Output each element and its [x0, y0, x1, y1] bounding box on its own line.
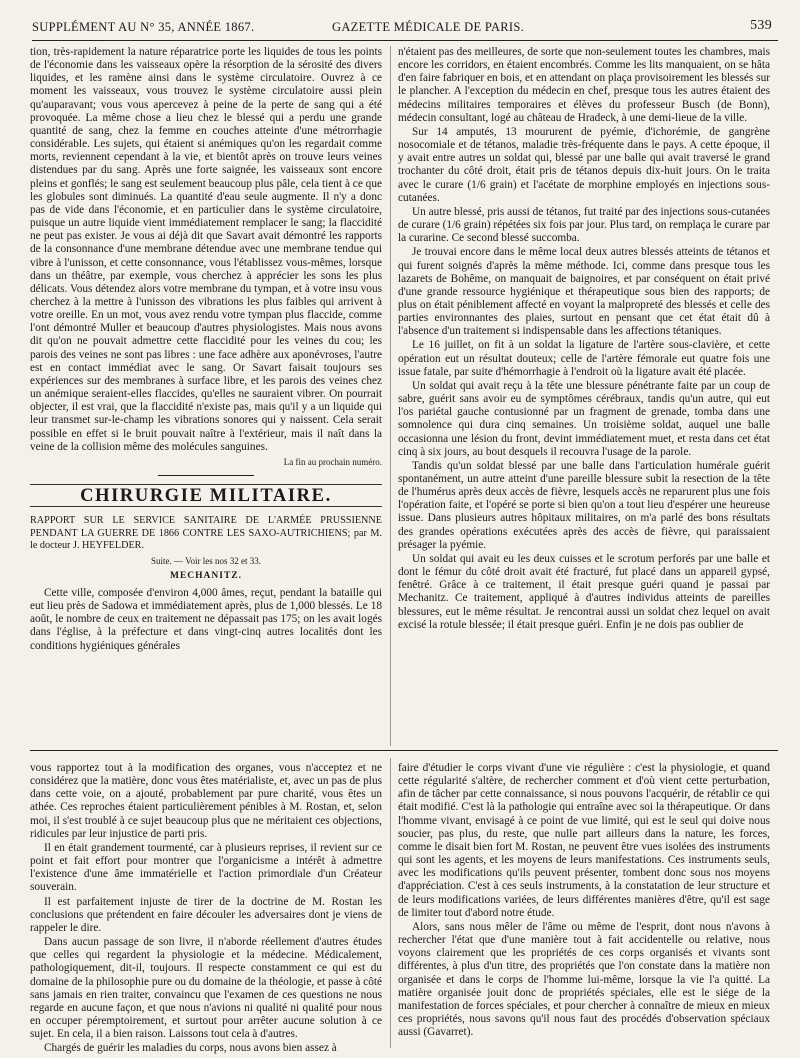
place-heading: MECHANITZ.	[169, 570, 243, 581]
left-column-top	[30, 46, 382, 653]
journal-title: GAZETTE MÉDICALE DE PARIS.	[332, 20, 525, 34]
column-rule-bottom	[390, 758, 391, 1048]
right-column-top	[398, 46, 770, 632]
article-paragraph: Tandis qu'un soldat blessé par une balle dans l'articulation humérale guérit spontanément, un autre atteint d'une pareille blessure subit la resection de la tête de l'humérus après deux accès de fièvre, lesquels accès ne reparurent plus une fois l'opération faite, et l'opéré se porte si bien qu'on a tout lieu d'espérer une heureuse issue. Dans plusieurs autres hôpitaux militaires, on m'a parlé des bons résultats des grandes opérations exécutées après des accès de fièvre, qui paraissaient présager la pyémie.	[398, 459, 770, 551]
column-rule-top	[390, 46, 391, 746]
feuilleton-paragraph: Il en était grandement tourmenté, car à plusieurs reprises, il revient sur ce point et fait effort pour montrer que l'organicisme a intérêt à admettre l'existence d'une âme immatérielle et l'action primordiale d'un Créateur souverain.	[30, 841, 382, 894]
supplement-label: SUPPLÉMENT AU N° 35, ANNÉE 1867.	[32, 20, 255, 34]
feuilleton-paragraph: faire d'étudier le corps vivant d'une vie régulière : c'est la physiologie, et quand cette régularité s'altère, de rechercher comment et d'où vient cette perturbation, afin de tâcher par cette connaissance, si nous pouvons l'acquérir, de rétablir ce qui était modifié. C'est là la pathologie qui entraîne avec soi la thérapeutique. Or dans l'homme vivant, envisagé à ce point de vue limité, qui est le seul qui doive nous soucier, pas plus, du reste, que nulle part ailleurs dans la nature, les forces, comme le disait bien fort M. Rostan, ne peuvent être vues isolées des instruments qui sont les agents, et les moyens de leurs manifestations. Ces instruments seuls, avec les modifications qu'ils peuvent présenter, tombent donc sous nos moyens d'appréciation. C'est à ces seuls instruments, à la constatation de leur structure et de leurs modifications variées, de leurs différentes manières d'être, qu'il est sage de limiter tout d'abord notre étude.	[398, 762, 770, 919]
report-heading: RAPPORT SUR LE SERVICE SANITAIRE DE L'ARMÉE PRUSSIENNE PENDANT LA GUERRE DE 1866 CONTRE LES SAXO-AUTRICHIENS; par M. le docteur J. HEYFELDER.	[30, 515, 382, 552]
article-paragraph: Cette ville, composée d'environ 4,000 âmes, reçut, pendant la bataille qui eut lieu près de Sadowa et immédiatement après, plus de 1,000 blessés. Le 18 août, le nombre de ceux en traitement ne dépassait pas 175; on les avait logés dans l'église, à la préfecture et dans vingt-cinq autres localités dont les conditions hygiéniques générales	[30, 586, 382, 652]
left-column-bottom	[30, 762, 382, 1055]
feuilleton-paragraph: Chargés de guérir les maladies du corps, nous avons bien assez à	[44, 1042, 337, 1055]
horizontal-divider	[30, 750, 778, 751]
article-paragraph: Un autre blessé, pris aussi de tétanos, fut traité par des injections sous-cutanées de curare (1/6 grain) répétées six fois par jour. Plus tard, on remplaça le curare par la curarine. Ce second blessé succomba.	[398, 205, 770, 245]
article-paragraph: n'étaient pas des meilleures, de sorte que non-seulement toutes les chambres, mais encore les corridors, en étaient encombrés. Comme les lits manquaient, on se hâta d'en faire fabriquer en bois, et en attendant on plaça provisoirement les blessés sur le plancher. A l'exception du médecin en chef, presque tous les autres étaient des médecins militaires temporaires et élèves du professeur Busch (de Bonn), médecin consultant, logé au château de Hradeck, à une demi-lieue de la ville.	[398, 46, 770, 124]
right-column-bottom	[398, 762, 770, 1039]
section-title: CHIRURGIE MILITAIRE.	[30, 484, 382, 507]
feuilleton-paragraph: Dans aucun passage de son livre, il n'aborde réellement d'autres études que celles qui regardent la physiologie et la médecine. Médicalement, pathologiquement, dit-il, toujours. Il respecte constamment ce qui est du domaine de la philosophie pure ou du domaine de la théologie, et passe à côté sans jamais en rien traiter, convaincu que l'examen de ces questions ne nous regarde en aucune façon, et que nous n'avions ni qualité ni qualité pour nous en occuper péremptoirement, et surtout pour arrêter aucune solution à ce sujet. En cela, il a bien raison. Laissons tout cela à d'autres.	[30, 936, 382, 1041]
feuilleton-paragraph: Il est parfaitement injuste de tirer de la doctrine de M. Rostan les conclusions que prétendent en faire découler les adversaires dont je viens de rappeler le dire.	[30, 895, 382, 934]
article-paragraph: tion, très-rapidement la nature réparatrice porte les liquides de tous les points de l'économie dans les vaisseaux opère la résorption de la sérosité des divers liquides, et les ramène ainsi dans le système circulatoire. Ouvrez à ce moment les vaisseaux, vous trouvez le système circulatoire aussi plein qu'auparavant; vous vous apercevez à peine de la perte de sang qui a été provoquée. La même chose a lieu chez le blessé qui a perdu une grande quantité de sang, chez la femme en couches atteinte d'une métrorrhagie considérable. Les sujets, qui étaient si anémiques qu'on les regardait comme morts, reviennent cependant à la vie, et bientôt après on trouve leurs veines distendues par du sang. Après une forte saignée, les vaisseaux sont encore pleins et gonflés; le sang est seulement beaucoup plus pâle, cela tient à ce que les globules sont diminués. La quantité d'eau seule augmente. Il n'y a donc pas de vide dans l'économie, et en particulier dans le système circulatoire, puisque un autre liquide vient immédiatement remplacer le sang; la flaccidité ne peut pas exister. Je vous ai déjà dit que Savart avait démontré les rapports de la consonnance d'une membrane détendue avec une membrane tendue qui vibre à l'unisson, et cette consonnance, vous l'établissez vous-mêmes, lorsque dans un théâtre, par exemple, vous cherchez à apprécier les sons les plus délicats. Vous détendez alors votre membrane du tympan, et à votre insu vous cherchez à la mettre à l'unisson des vibrations les plus faibles qui arrivent à votre oreille. En un mot, vous avez rendu votre tympan plus flaccide, comme l'ont démontré Muller et beaucoup d'autres physiologistes. Mais nous avons dit qu'on ne pouvait admettre cette flaccidité pour les veines du cou; les parois des veines ne sont pas libres : une face adhère aux aponévroses, l'autre est en contact immédiat avec le sang. Or Savart faisait toujours ses expériences sur des membranes à surface libre, et les parois des veines chez un anémique seraient-elles flaccides, qu'elles ne sauraient vibrer. On pourrait objecter, il est vrai, que la flaccidité n'existe pas, mais qu'il y a un liquide qui leur transmet sur-le-champ les vibrations sonores qui y naissent. Cela serait possible en effet si le bruit pouvait naître à l'extérieur, mais il naît dans la veine de la collision même des molécules sanguines.	[30, 46, 382, 453]
suite-note: Suite. — Voir les nos 32 et 33.	[151, 555, 261, 566]
page-header	[32, 14, 778, 41]
article-paragraph: Un soldat qui avait eu les deux cuisses et le scrotum perforés par une balle et dont le fémur du côté droit avait été fracturé, fut placé dans un appareil gypsé, fenêtré. Grâce à ce traitement, il était presque guéri quand je passai par Mechanitz. Ce traitement, appliqué à d'autres individus atteints de pareilles blessures, eut le même résultat. Je rencontrai aussi un soldat chez lequel on avait excisé la rotule blessée; il était presque guéri. Enfin je ne dois pas oublier de	[398, 552, 770, 631]
continuation-note: La fin au prochain numéro.	[283, 456, 382, 467]
article-paragraph: Un soldat qui avait reçu à la tête une blessure pénétrante faite par un coup de sabre, guérit sans avoir eu de symptômes cérébraux, tandis qu'un autre, qui eut l'os pariétal gauche contusionné par un fragment de grenade, tomba dans une somnolence qui dura cinq semaines. Un troisième soldat, auquel une balle occasionna une lésion du front, devint immédiatement muet, et resta dans cet état cinq à six jours, au bout desquels il recouvra l'usage de la parole.	[398, 379, 770, 458]
separator-rule	[158, 475, 254, 476]
article-paragraph: Je trouvai encore dans le même local deux autres blessés atteints de tétanos et qui furent soignés d'après la même méthode. Ici, comme dans presque tous les lazarets de Bohême, on manquait de baignoires, et par conséquent on était privé d'une grande ressource hygiénique et thérapeutique sous bien des rapports; de plus on était péniblement affecté en voyant la malpropreté des blessés et celle des parties environnantes des plaies, surtout en pensant que cet état était dû à l'absence d'un traitement si indispensable dans les affections tétaniques.	[398, 246, 770, 338]
page-number: 539	[750, 18, 772, 33]
article-paragraph: Sur 14 amputés, 13 moururent de pyémie, d'ichorémie, de gangrène nosocomiale et de tétanos, maladie très-fréquente dans le pays. A cette époque, il y avait entre autres un soldat qui, blessé par une balle qui avait traversé le grand trochanter du côté droit, était pris de tétanos depuis dix-huit jours. On le traita avec le curare (1/6 grain) et l'acétate de morphine employés en injections sous-cutanées.	[398, 125, 770, 204]
feuilleton-paragraph: Alors, sans nous mêler de l'âme ou même de l'esprit, dont nous n'avons à rechercher l'état que d'une manière tout à fait accidentelle ou relative, nous voyons clairement que les propriétés de ces corps organisés et vivants sont différentes, à plus d'un titre, des propriétés que l'on constate dans la matière non organisée et dans le corps de l'homme lui-même, lorsque la vie l'a quitté. La matière organisée jouit donc de propriétés spéciales, elle est le siége de la manifestation de forces spéciales, et pour chercher à connaître de mieux en mieux ces propriétés, nous savons qu'il nous faut des procédés d'observation spéciaux aussi (Gavarret).	[398, 920, 770, 1039]
article-paragraph: Le 16 juillet, on fit à un soldat la ligature de l'artère sous-clavière, et cette opération eut un résultat douteux; celle de l'artère fémorale eut quatre fois une issue fatale, par suite d'hémorrhagie à l'endroit où la ligature avait été placée.	[398, 339, 770, 378]
feuilleton-paragraph: vous rapportez tout à la modification des organes, vous n'acceptez et ne considérez que la matière, donc vous êtes matérialiste, et, avec un pas de plus dans cette voie, on a ajouté, probablement par pure charité, vous êtes un athée. Ces reproches étaient particulièrement pénibles à M. Rostan, et, selon moi, il s'est troublé à ce sujet beaucoup plus que ne méritaient ces objections, ridicules par leur injustice de parti pris.	[30, 762, 382, 840]
